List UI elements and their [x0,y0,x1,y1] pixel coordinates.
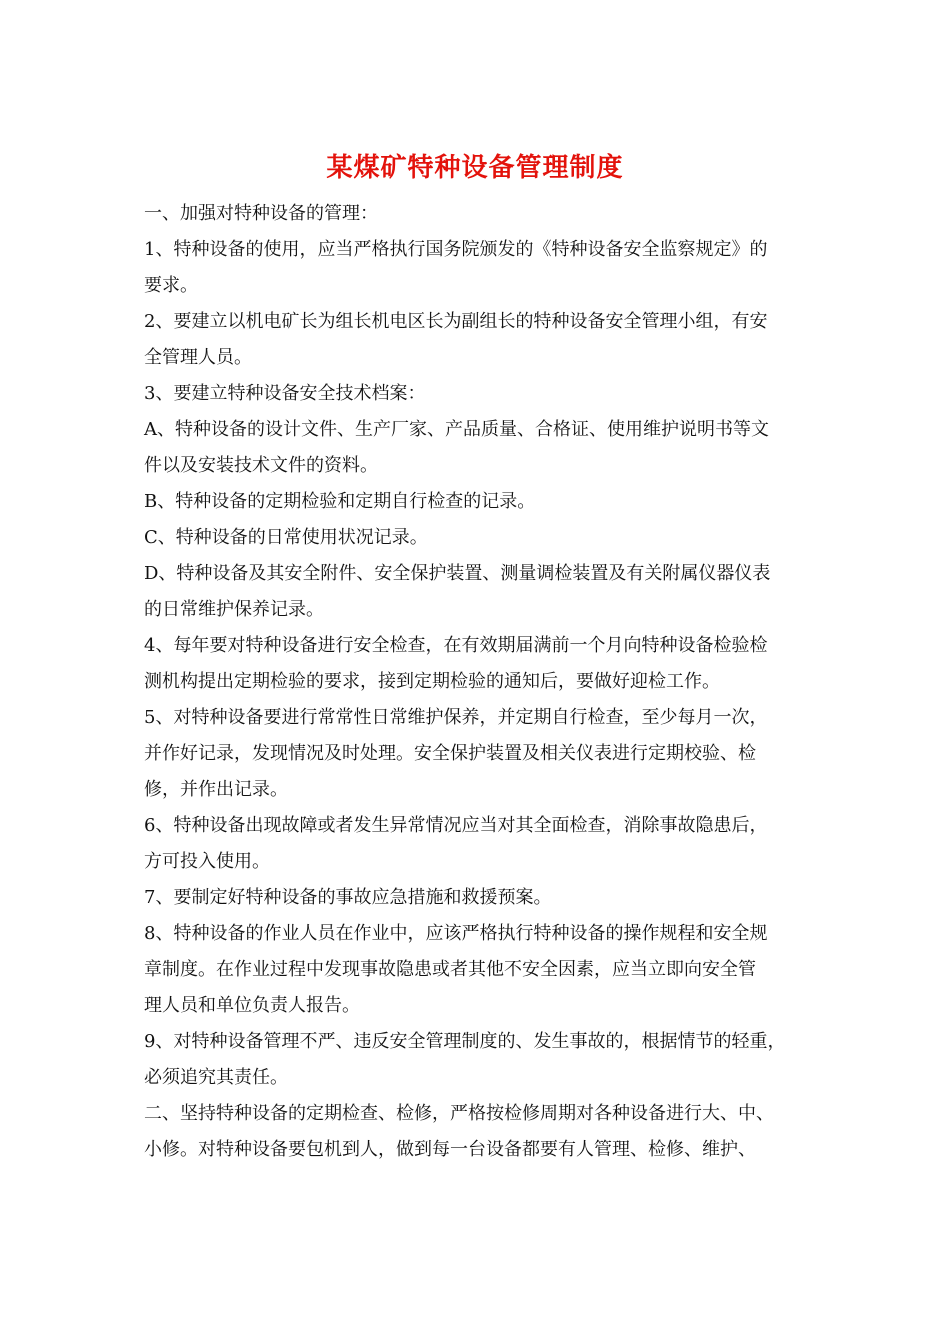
text-line: 全管理人员。 [144,347,252,368]
text-line: C、特种设备的日常使用状况记录。 [144,527,428,548]
text-line: 1、特种设备的使用，应当严格执行国务院颁发的《特种设备安全监察规定》的 [144,239,768,260]
text-line: 5、对特种设备要进行常常性日常维护保养，并定期自行检查，至少每月一次， [144,707,768,728]
text-line: 4、每年要对特种设备进行安全检查，在有效期届满前一个月向特种设备检验检 [144,635,768,656]
text-line: 方可投入使用。 [144,851,270,872]
document-body [144,196,824,1168]
text-line: 修，并作出记录。 [144,779,288,800]
text-line: 9、对特种设备管理不严、违反安全管理制度的、发生事故的，根据情节的轻重， [144,1031,786,1052]
text-line: 件以及安装技术文件的资料。 [144,455,378,476]
text-line: 测机构提出定期检验的要求，接到定期检验的通知后，要做好迎检工作。 [144,671,720,692]
text-line: B、特种设备的定期检验和定期自行检查的记录。 [144,491,536,512]
text-line: 6、特种设备出现故障或者发生异常情况应当对其全面检查，消除事故隐患后， [144,815,768,836]
text-line: 小修。对特种设备要包机到人，做到每一台设备都要有人管理、检修、维护、 [144,1139,756,1160]
text-line: 理人员和单位负责人报告。 [144,995,360,1016]
text-line: 3、要建立特种设备安全技术档案： [144,383,426,404]
text-line: D、特种设备及其安全附件、安全保护装置、测量调检装置及有关附属仪器仪表 [144,563,771,584]
text-line: 并作好记录，发现情况及时处理。安全保护装置及相关仪表进行定期校验、检 [144,743,756,764]
text-line: 要求。 [144,275,198,296]
text-line: A、特种设备的设计文件、生产厂家、产品质量、合格证、使用维护说明书等文 [144,419,769,440]
text-line: 一、加强对特种设备的管理： [144,203,378,224]
text-line: 章制度。在作业过程中发现事故隐患或者其他不安全因素，应当立即向安全管 [144,959,756,980]
text-line: 的日常维护保养记录。 [144,599,324,620]
text-line: 8、特种设备的作业人员在作业中，应该严格执行特种设备的操作规程和安全规 [144,923,768,944]
text-line: 7、要制定好特种设备的事故应急措施和救援预案。 [144,887,552,908]
text-line: 必须追究其责任。 [144,1067,288,1088]
text-line: 二、坚持特种设备的定期检查、检修，严格按检修周期对各种设备进行大、中、 [144,1103,774,1124]
document-title: 某煤矿特种设备管理制度 [326,153,624,183]
text-line: 2、要建立以机电矿长为组长机电区长为副组长的特种设备安全管理小组，有安 [144,311,768,332]
